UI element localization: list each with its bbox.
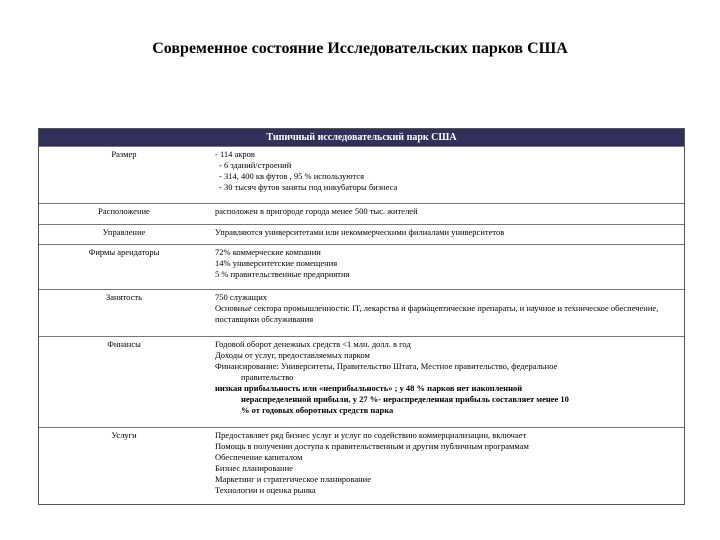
value-line: Бизнес планирование — [215, 463, 293, 473]
value-line: - 114 акров — [215, 149, 255, 159]
value-line: 14% университетские помещения — [215, 258, 338, 268]
table-row-location — [39, 203, 684, 224]
value-line: Предоставляет ряд бизнес услуг и услуг по содействию коммерциализации, включает — [215, 430, 527, 440]
table-row-services — [39, 427, 684, 504]
row-label: Фирмы арендаторы — [88, 247, 160, 257]
value-line: расположен в пригороде города менее 500 тыс. жителей — [215, 206, 418, 216]
value-line: нераспределенной прибыли, у 27 %- нераспределенная прибыль составляет менее 10 — [241, 394, 569, 404]
value-line: правительство — [241, 372, 294, 382]
value-line: Технологии и оценка рынка — [215, 485, 316, 495]
row-value — [209, 337, 684, 427]
value-line: Обеспечение капиталом — [215, 452, 303, 462]
value-line: Доходы от услуг, предоставляемых парком — [215, 350, 370, 360]
value-line: - 30 тысяч футов заняты под инкубаторы бизнеса — [219, 182, 398, 192]
table-row-size — [39, 146, 684, 203]
table-row-management — [39, 224, 684, 244]
table-header: Типичный исследовательский парк США — [39, 129, 684, 146]
row-value — [209, 245, 684, 289]
value-line: 750 служащих — [215, 292, 268, 302]
table-row-tenants — [39, 244, 684, 289]
value-line: % от годовых оборотных средств парка — [241, 405, 394, 415]
value-line: Финансирование: Университеты, Правительство Штата, Местное правительство, федеральное — [215, 361, 558, 371]
table-row-finance — [39, 336, 684, 427]
row-value — [209, 290, 684, 336]
row-value — [209, 225, 684, 244]
row-label: Услуги — [111, 430, 137, 440]
page-title: Современное состояние Исследовательских парков США — [152, 40, 568, 57]
table-row-employment — [39, 289, 684, 336]
value-line: Годовой оборот денежных средств <1 млн. долл. в год — [215, 339, 411, 349]
value-line: Маркетинг и стратегическое планирование — [215, 474, 371, 484]
value-line: 72% коммерческие компании — [215, 247, 321, 257]
value-line: Управляются университетами или некоммерческими филиалами университетов — [215, 227, 505, 237]
row-label: Размер — [111, 149, 137, 159]
value-line: 5 % правительственные предприятия — [215, 269, 350, 279]
value-line: Основные сектора промышленности: IT, лекарства и фармацевтические препараты, и научное и техническое обеспечение, поставщики обслуживания — [215, 303, 659, 324]
value-line: Помощь в получении доступа к правительственным и другим публичным программам — [215, 441, 529, 451]
value-line: - 6 зданий/строений — [219, 160, 292, 170]
row-label: Управление — [102, 227, 146, 237]
row-label: Занятость — [106, 292, 142, 302]
row-label: Финансы — [107, 339, 141, 349]
value-line: - 314, 400 кв футов , 95 % используются — [219, 171, 365, 181]
value-line: низкая прибыльность или «неприбыльность» ; у 48 % парков нет накопленной — [215, 383, 523, 393]
row-label: Расположение — [98, 206, 150, 216]
row-value — [209, 204, 684, 224]
row-value — [209, 428, 684, 504]
row-value — [209, 147, 684, 203]
research-park-table — [38, 128, 685, 505]
